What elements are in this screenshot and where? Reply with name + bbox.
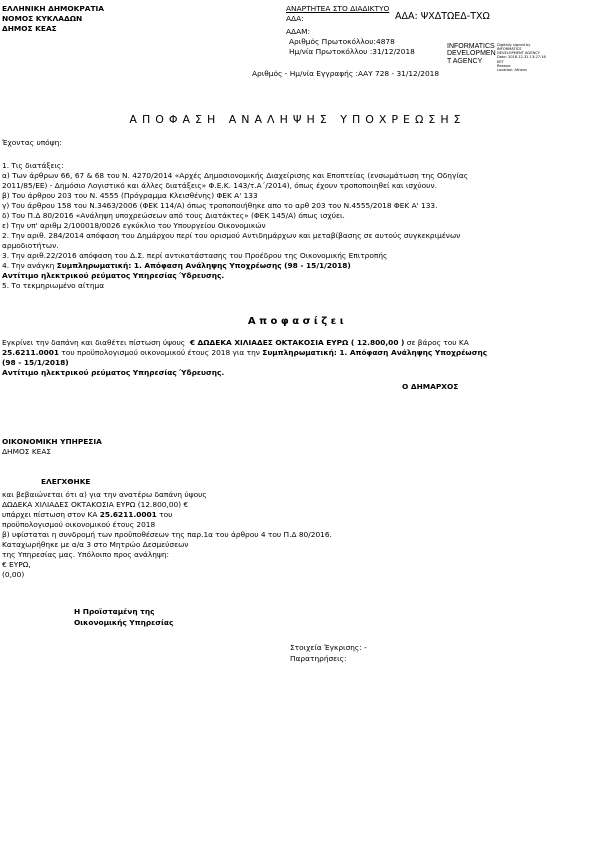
signature-stamp <box>447 43 496 65</box>
protocol-number: Αριθμός Πρωτοκόλλου:4878 <box>289 37 395 46</box>
decision-body <box>2 338 487 378</box>
consideration-line: α) Των άρθρων 66, 67 & 68 του Ν. 4270/2014 «Αρχές Δημοσιονομικής Διαχείρισης και Εποπτείας (ενσωμάτωση της Οδηγίας <box>2 171 469 180</box>
finance-line: και βεβαιώνεται ότι α) για την ανατέρω δαπάνη ύψους <box>2 490 207 499</box>
finance-head-title: Η Προϊσταμένη της <box>74 607 155 616</box>
finance-line: β) υφίσταται η συνδρομή των προϋποθέσεων της παρ.1α του άρθρου 4 του Π.Δ 80/2016. <box>2 530 332 539</box>
stamp-detail: EET <box>497 59 504 64</box>
document-title: ΑΠΟΦΑΣΗ ΑΝΑΛΗΨΗΣ ΥΠΟΧΡΕΩΣΗΣ <box>129 113 466 126</box>
ada-code: ΑΔΑ: ΨΧΔΤΩΕΔ-ΤΧΩ <box>395 11 490 22</box>
adam-label: ΑΔΑΜ: <box>286 27 311 36</box>
need-subject: Συμπληρωματική: 1. Απόφαση Ανάληψης Υποχρέωσης (98 - 15/1/2018) <box>56 261 351 270</box>
header-municipality: ΔΗΜΟΣ ΚΕΑΣ <box>2 24 57 33</box>
finance-line: της Υπηρεσίας μας. Υπόλοιπο προς ανάληψη: <box>2 550 170 559</box>
signature-details <box>497 43 546 72</box>
finance-line <box>2 510 332 520</box>
credit-prefix: υπάρχει πίστωση στον ΚΑ <box>2 510 100 519</box>
stamp-detail: Date: 2018.12.31 13:27:16 <box>497 55 546 60</box>
remarks-label: Παρατηρήσεις: <box>290 654 347 663</box>
header-prefecture: ΝΟΜΟΣ ΚΥΚΛΑΔΩΝ <box>2 14 83 23</box>
consideration-request: 5. Το τεκμηριωμένο αίτημα <box>2 281 105 290</box>
finance-municipality: ΔΗΜΟΣ ΚΕΑΣ <box>2 447 52 456</box>
decision-ka: 25.6211.0001 <box>2 348 60 357</box>
credit-ka: 25.6211.0001 <box>99 510 157 519</box>
stamp-detail: INFORMATICS <box>497 47 522 52</box>
finance-head-title-2: Οικονομικής Υπηρεσίας <box>74 618 174 627</box>
consideration-line: 2. Την αριθ. 284/2014 απόφαση του Δημάρχου περί του ορισμού Αντιδημάρχων και μεταβίβασης σε αυτούς συγκεκριμένων <box>2 231 461 240</box>
finance-body <box>2 490 332 580</box>
finance-heading: ΟΙΚΟΝΟΜΙΚΗ ΥΠΗΡΕΣΙΑ <box>2 437 102 446</box>
stamp-line: INFORMATICS <box>447 43 495 50</box>
posting-notice: ΑΝΑΡΤΗΤΕΑ ΣΤΟ ΔΙΑΔΙΚΤΥΟ <box>286 4 390 13</box>
need-prefix: 4. Την ανάγκη <box>2 261 57 270</box>
considerations-heading: 1. Τις διατάξεις: <box>2 161 64 170</box>
decision-line <box>2 338 487 348</box>
decision-subject-desc: Αντίτιμο ηλεκτρικού ρεύματος Υπηρεσίας Ύδρευσης. <box>2 368 225 377</box>
consideration-line: 2011/85/ΕΕ) - Δημόσιο Λογιστικό και άλλες διατάξεις» Φ.Ε.Κ. 143/τ.Α΄/2014), όπως έχουν τροποποιηθεί και ισχύουν. <box>2 181 437 190</box>
stamp-detail: DEVELOPMENT AGENCY <box>497 51 540 56</box>
finance-line: (0,00) <box>2 570 25 579</box>
finance-line: Καταχωρήθηκε με α/α 3 στο Μητρώο Δεσμεύσεων <box>2 540 189 549</box>
decision-budget: του προϋπολογισμού οικονομικού έτους 2018 για την <box>59 348 263 357</box>
approval-details: Στοιχεία Έγκρισης: - <box>290 643 367 652</box>
stamp-detail: Location: Athens <box>497 67 527 72</box>
stamp-detail: Reason: <box>497 63 512 68</box>
registration-info: Αριθμός - Ημ/νία Εγγραφής :ΑΑΥ 728 - 31/12/2018 <box>252 69 440 78</box>
protocol-date: Ημ/νία Πρωτοκόλλου :31/12/2018 <box>289 47 415 56</box>
decision-subject-ref: (98 - 15/1/2018) <box>2 358 69 367</box>
credit-suffix: του <box>156 510 173 519</box>
stamp-line: DEVELOPMEN <box>447 50 496 58</box>
decision-amount: € ΔΩΔΕΚΑ ΧΙΛΙΑΔΕΣ ΟΚΤΑΚΟΣΙΑ ΕΥΡΩ ( 12.800,00 ) <box>189 338 405 347</box>
considerations-list <box>2 171 468 291</box>
consideration-line: ε) Την υπ' αριθμ 2/100018/0026 εγκύκλιο του Υπουργείου Οικονομικών <box>2 221 266 230</box>
finance-line: € ΕΥΡΩ, <box>2 560 31 569</box>
consideration-line: αρμοδιοτήτων. <box>2 241 59 250</box>
finance-line: προϋπολογισμού οικονομικού έτους 2018 <box>2 520 156 529</box>
decision-line <box>2 348 487 358</box>
decision-prefix: Εγκρίνει την δαπάνη και διαθέτει πίστωση ύψους <box>2 338 186 347</box>
consideration-line: δ) Του Π.Δ 80/2016 «Ανάληψη υποχρεώσεων από τους Διατάκτες» (ΦΕΚ 145/Α) όπως ισχύει. <box>2 211 345 220</box>
consideration-line: γ) Του άρθρου 158 του Ν.3463/2006 (ΦΕΚ 114/Α) όπως τροποποιήθηκε απο το αρθ 203 του Ν.4555/2018 ΦΕΚ Α' 133. <box>2 201 438 210</box>
decision-subject: Συμπληρωματική: 1. Απόφαση Ανάληψης Υποχρέωσης <box>262 348 488 357</box>
ada-label: ΑΔΑ: <box>286 14 304 23</box>
decision-suffix: σε βάρος του ΚΑ <box>404 338 469 347</box>
mayor-signature: Ο ΔΗΜΑΡΧΟΣ <box>402 382 459 391</box>
stamp-detail: Digitally signed by <box>497 43 531 47</box>
checked-stamp: ΕΛΕΓΧΘΗΚΕ <box>41 477 91 486</box>
stamp-line: T AGENCY <box>447 57 483 65</box>
header-country: ΕΛΛΗΝΙΚΗ ΔΗΜΟΚΡΑΤΙΑ <box>2 4 105 13</box>
need-subject-line2: Αντίτιμο ηλεκτρικού ρεύματος Υπηρεσίας Ύδρευσης. <box>2 271 225 280</box>
consideration-line: 3. Την αριθ.22/2016 απόφαση του Δ.Σ. περί αντικατάστασης του Προέδρου της Οικονομικής Επιτροπής <box>2 251 388 260</box>
consideration-line: β) Του άρθρου 203 του Ν. 4555 (Πρόγραμμα Κλεισθένης) ΦΕΚ Α' 133 <box>2 191 258 200</box>
finance-line: ΔΩΔΕΚΑ ΧΙΛΙΑΔΕΣ ΟΚΤΑΚΟΣΙΑ ΕΥΡΩ (12.800,00) € <box>2 500 189 509</box>
consideration-need <box>2 261 468 271</box>
decision-heading: Αποφασίζει <box>247 316 348 327</box>
intro-text: Έχοντας υπόψη: <box>2 138 62 147</box>
